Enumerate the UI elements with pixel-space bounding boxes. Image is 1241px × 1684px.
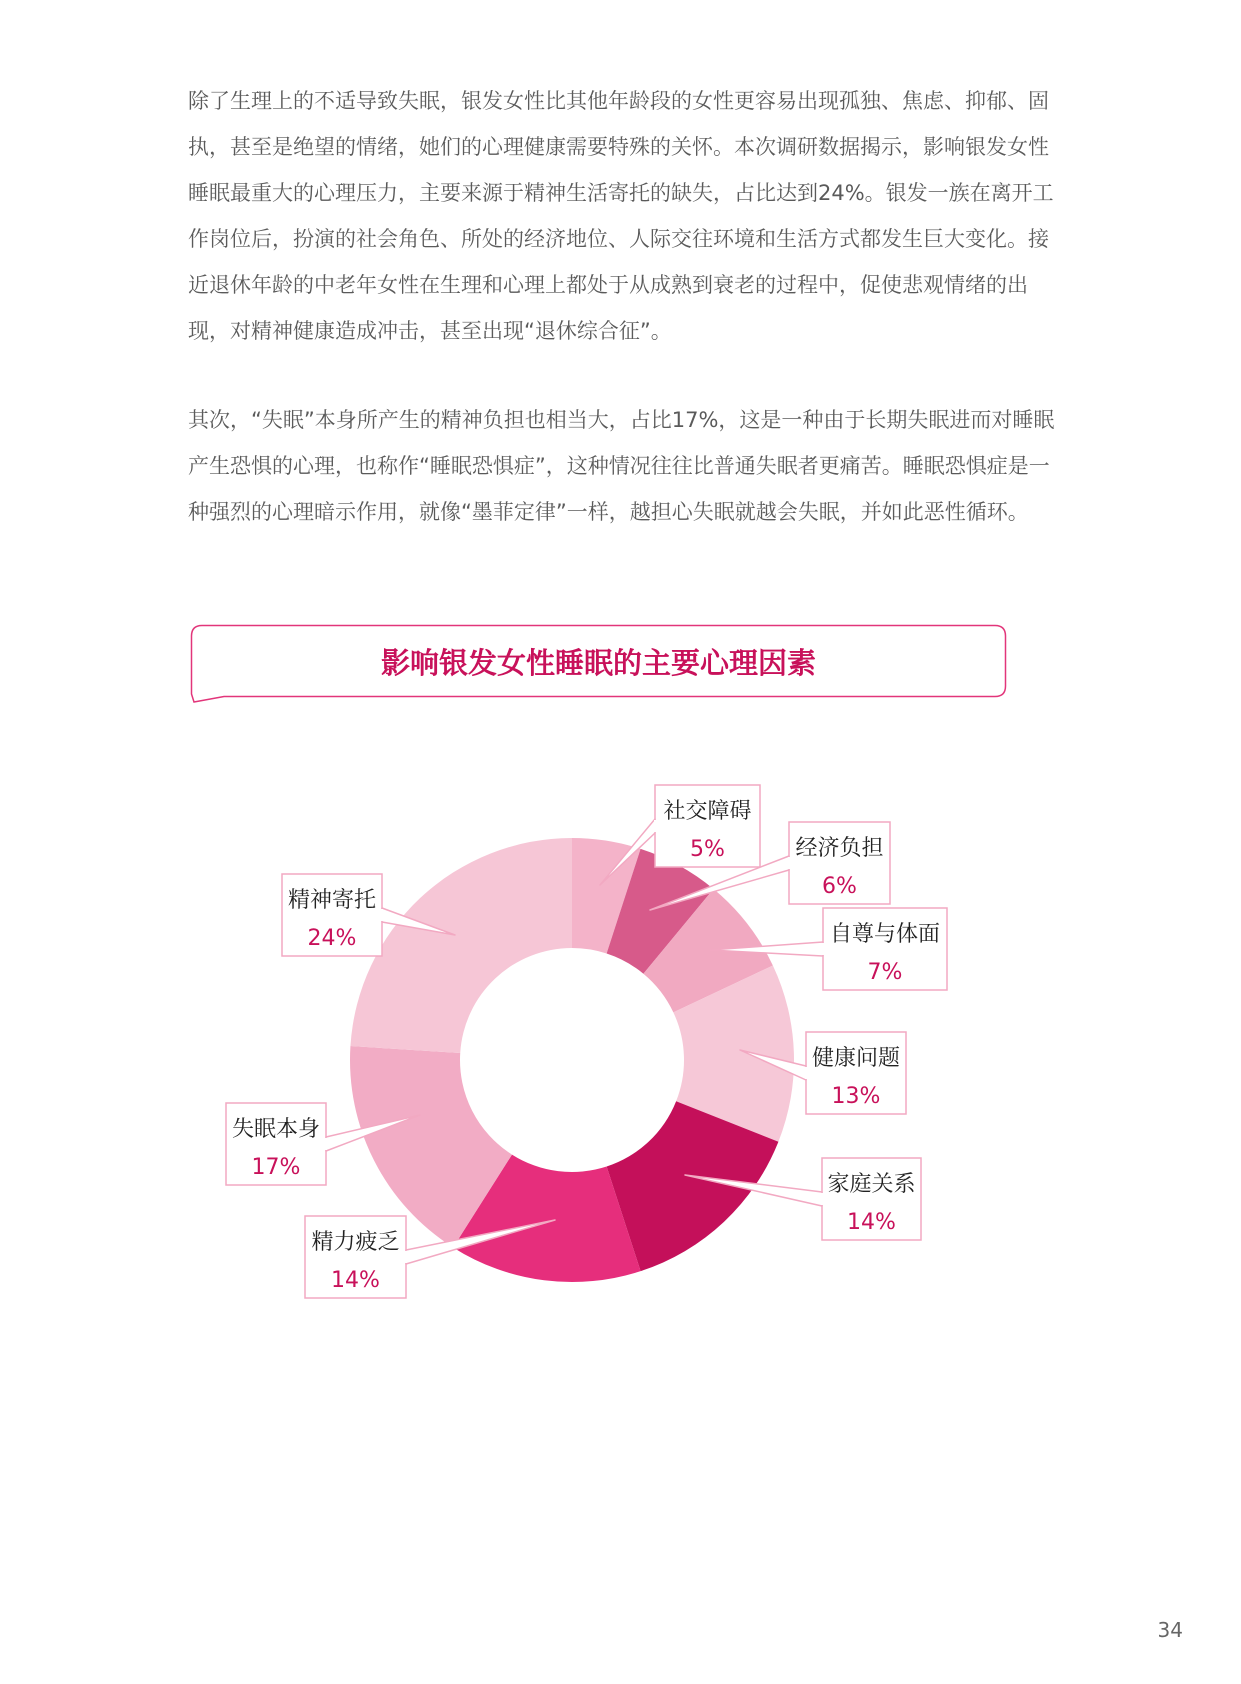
callout-value: 5% bbox=[690, 837, 725, 862]
callout-label: 经济负担 bbox=[795, 836, 884, 861]
callout-value: 14% bbox=[847, 1210, 896, 1235]
slice-7 bbox=[350, 838, 572, 1053]
callout-label: 社交障碍 bbox=[663, 799, 752, 824]
callout-value: 17% bbox=[251, 1155, 301, 1180]
callout-label: 健康问题 bbox=[811, 1046, 901, 1071]
chart-title: 影响银发女性睡眠的主要心理因素 bbox=[380, 646, 816, 680]
callout-label: 失眠本身 bbox=[231, 1117, 321, 1142]
callout-label: 精神寄托 bbox=[287, 888, 377, 913]
callout-value: 6% bbox=[822, 874, 857, 899]
callout-value: 14% bbox=[331, 1268, 380, 1293]
callout-value: 7% bbox=[867, 960, 903, 985]
callout-label: 自尊与体面 bbox=[829, 922, 941, 947]
callout-value: 13% bbox=[831, 1084, 881, 1109]
callout-value: 24% bbox=[307, 926, 357, 951]
callout-label: 精力疲乏 bbox=[311, 1230, 400, 1255]
callout-label: 家庭关系 bbox=[827, 1172, 916, 1197]
paragraph-1: 除了生理上的不适导致失眠，银发女性比其他年龄段的女性更容易出现孤独、焦虑、抑郁、固执，甚至是绝望的情绪，她们的心理健康需要特殊的关怀。本次调研数据揭示，影响银发女性睡眠最重大的心理压力，主要来源于精神生活寄托的缺失，占比达到24%。银发一族在离开工作岗位后，扮演的社会角色、所处的经济地位、人际交往环境和生活方式都发生巨大变化。接近退休年龄的中老年女性在生理和心理上都处于从成熟到衰老的过程中，促使悲观情绪的出现，对精神健康造成冲击，甚至出现“退休综合征”。 bbox=[188, 89, 1054, 343]
donut-slices bbox=[350, 838, 794, 1282]
paragraph-2: 其次，“失眠”本身所产生的精神负担也相当大，占比17%，这是一种由于长期失眠进而对睡眠产生恐惧的心理，也称作“睡眠恐惧症”，这种情况往往比普通失眠者更痛苦。睡眠恐惧症是一种强烈的心理暗示作用，就像“墨菲定律”一样，越担心失眠就越会失眠，并如此恶性循环。 bbox=[188, 408, 1055, 524]
page-number: 34 bbox=[1157, 1618, 1183, 1642]
